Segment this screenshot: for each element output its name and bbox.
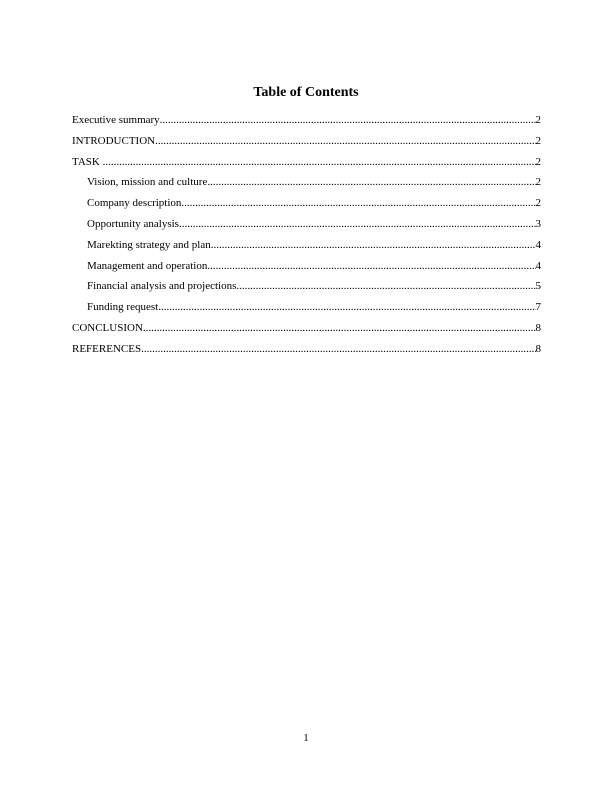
dot-leader [181,196,535,210]
toc-entry-label: CONCLUSION [72,321,143,334]
toc-entry-page: 7 [535,301,541,314]
toc-entry-page: 2 [535,114,541,126]
toc-entry-label: Executive summary [72,114,160,126]
toc-entry-references[interactable] [72,342,541,363]
dot-leader [160,113,536,127]
toc-entry-opportunity-analysis[interactable] [72,217,541,238]
page-number: 1 [303,732,309,744]
toc-entry-label: Marekting strategy and plan [87,238,211,251]
toc-entry-company-description[interactable] [72,196,541,217]
dot-leader [207,259,535,273]
toc-entry-label: TASK [72,155,103,168]
toc-entry-financial-analysis[interactable] [72,279,541,300]
toc-entry-label: Vision, mission and culture [87,176,208,189]
dot-leader [207,175,535,189]
toc-list [72,113,541,363]
toc-entry-management-operation[interactable] [72,259,541,280]
dot-leader [236,279,535,293]
toc-entry-introduction[interactable] [72,134,541,155]
toc-entry-label: Opportunity analysis [87,217,179,230]
dot-leader [143,321,536,335]
toc-entry-page: 4 [535,259,541,272]
toc-entry-funding-request[interactable] [72,300,541,321]
toc-entry-page: 8 [535,342,541,355]
toc-entry-task[interactable] [72,155,541,176]
dot-leader [211,238,536,252]
toc-entry-label: Financial analysis and projections [87,280,237,293]
toc-entry-executive-summary[interactable] [72,113,541,134]
toc-entry-label: REFERENCES [72,342,142,355]
dot-leader [141,342,535,356]
dot-leader [155,134,535,148]
toc-entry-page: 5 [535,280,541,293]
toc-entry-page: 8 [535,321,541,334]
toc-entry-page: 2 [535,134,541,147]
toc-entry-label: Funding request [87,301,159,314]
toc-entry-vision-mission-culture[interactable] [72,175,541,196]
toc-title: Table of Contents [253,85,359,100]
toc-entry-marketing-strategy[interactable] [72,238,541,259]
toc-entry-label: Company description [87,197,182,210]
toc-entry-page: 4 [535,238,541,251]
toc-entry-label: Management and operation [87,259,208,272]
dot-leader [158,300,535,314]
toc-entry-page: 2 [535,155,541,168]
dot-leader [103,155,536,169]
toc-entry-page: 3 [535,217,541,230]
toc-entry-page: 2 [535,176,541,189]
toc-entry-page: 2 [535,197,541,210]
toc-entry-conclusion[interactable] [72,321,541,342]
dot-leader [179,217,536,231]
toc-entry-label: INTRODUCTION [72,134,156,147]
